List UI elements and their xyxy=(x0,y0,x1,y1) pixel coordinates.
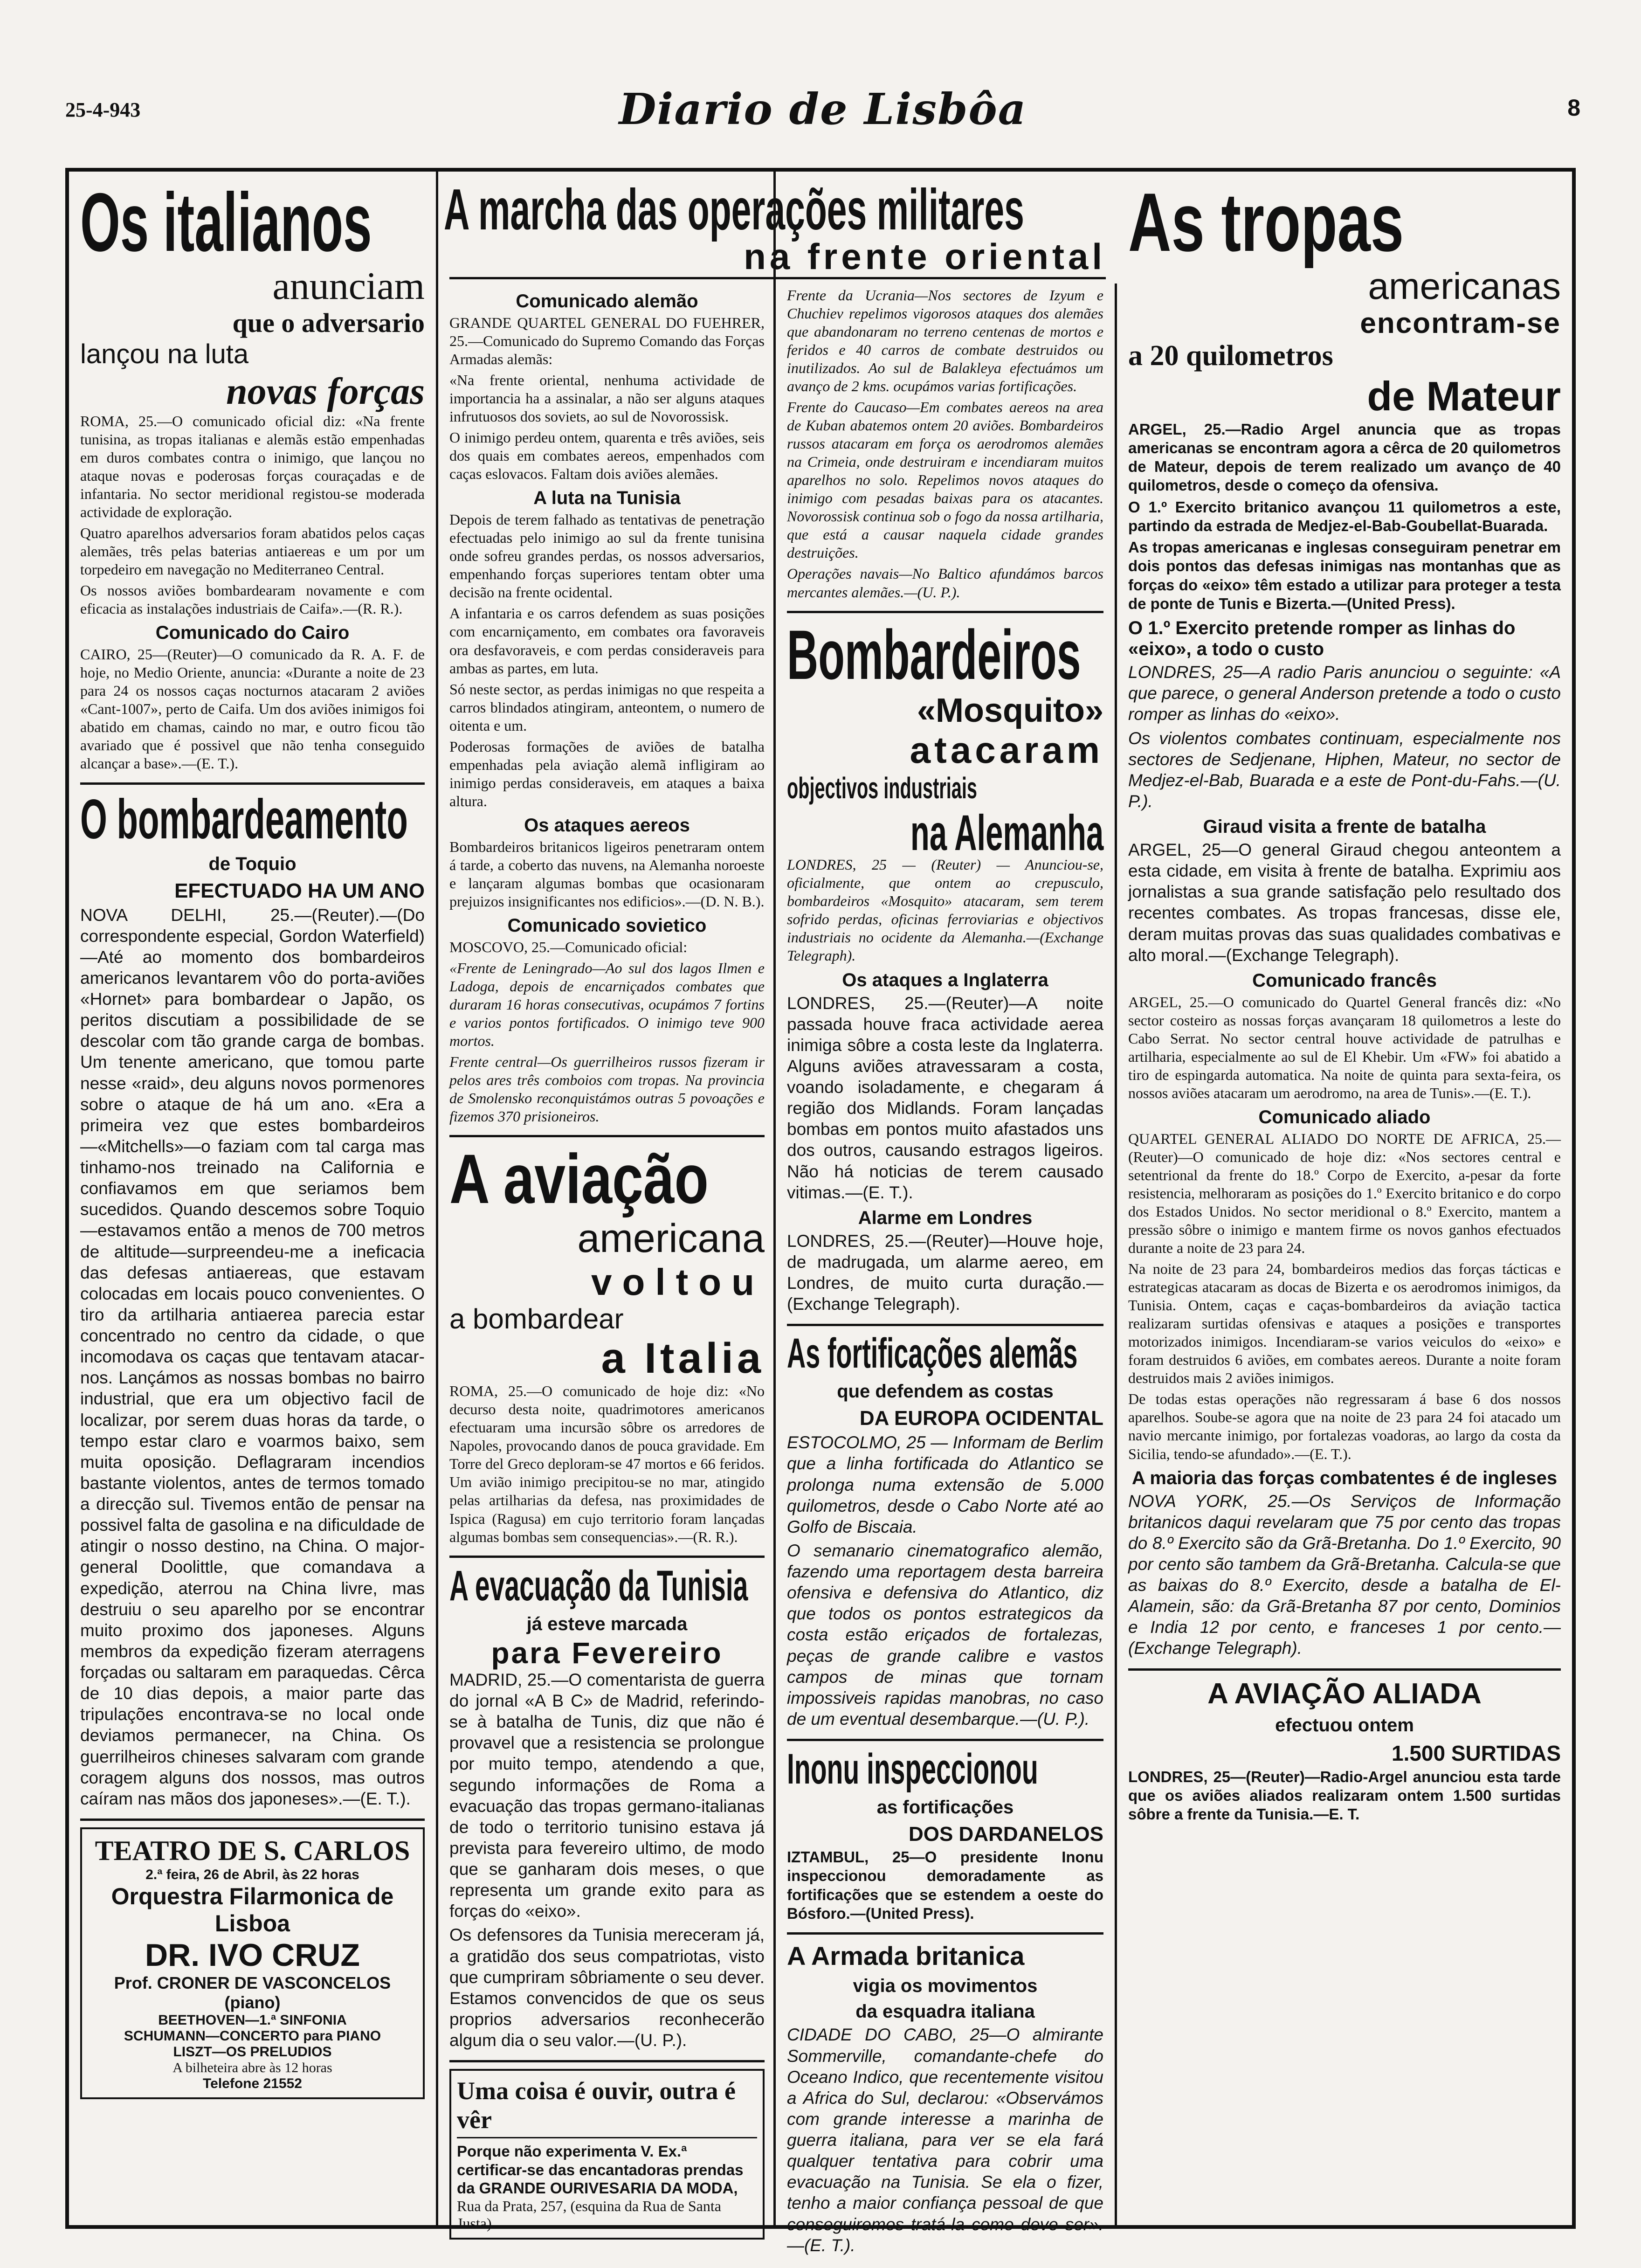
article-bombardeiros xyxy=(787,615,1103,1327)
headline: A aviação xyxy=(449,1140,709,1218)
banner-headline: A marcha das operações militares xyxy=(444,178,1024,242)
subheadline: anunciam xyxy=(272,264,425,308)
paragraph: Só neste sector, as perdas inimigas no que respeita a carros blindados atingiram, anteontem, o numero de oitenta e um. xyxy=(449,680,765,734)
article-armada xyxy=(787,1941,1103,2265)
subheadline: DA EUROPA OCIDENTAL xyxy=(859,1407,1103,1430)
masthead: Diario de Lisbôa xyxy=(619,84,1027,134)
ad-text: Porque não experimenta V. Ex.ª certificar-se das encantadoras prendas da GRANDE OURIVESARIA DA MODA, xyxy=(457,2143,744,2197)
ad-line: DR. IVO CRUZ xyxy=(145,1937,360,1973)
ad-line: Orquestra Filarmonica de Lisboa xyxy=(111,1883,394,1936)
section-kicker: Comunicado francês xyxy=(1252,970,1437,991)
banner-subheadline: na frente oriental xyxy=(449,237,1106,279)
page-header xyxy=(65,84,1580,140)
paragraph: Os violentos combates continuam, especialmente nos sectores de Sedjenane, Hiphen, Mateur, no sector de Medjez-el-Bab, Buarada e a este de Pont-du-Fahs.—(U. P.). xyxy=(1128,728,1561,811)
article-fortificacoes xyxy=(787,1330,1103,1741)
subheadline: voltou xyxy=(591,1261,765,1303)
paragraph: MOSCOVO, 25.—Comunicado oficial: xyxy=(449,938,688,955)
subheadline: novas forças xyxy=(226,369,425,412)
subheadline: americana xyxy=(577,1216,765,1261)
paragraph: Frente da Ucrania—Nos sectores de Izyum e Chuchiev repelimos vigorosos ataques dos alemães que abandonaram no terreno centenas de mortos e feridos e 40 carros de combate destruidos ou inutilizados. Ao sul de Balakleya efectuámos um avanço de 2 kms. ocupámos varias fortificações. xyxy=(787,287,1103,395)
subheadline: as fortificações xyxy=(876,1797,1014,1818)
paragraph: ARGEL, 25.—Radio Argel anuncia que as tropas americanas se encontram agora a cêrca de 20 quilometros de Mateur, depois de terem realizado um avanço de 40 quilometros, desde o começo da ofensiva. xyxy=(1128,420,1561,494)
subheadline: efectuou ontem xyxy=(1275,1715,1414,1736)
subheadline: de Toquio xyxy=(208,853,296,874)
article-marcha-cont xyxy=(787,286,1103,613)
paragraph: O semanario cinematografico alemão, fazendo uma reportagem desta barreira ofensiva e defensiva do Atlantico, diz que todos os pontos estrategicos da costa estão eriçados de fortalezas, peças de grande calibre e vastos campos de minas que tornam impossiveis rapidas manobras, no caso de um eventual desembarque.—(U. P.). xyxy=(787,1541,1103,1729)
paragraph: QUARTEL GENERAL ALIADO DO NORTE DE AFRICA, 25.—(Reuter)—O comunicado de hoje diz: «Nos sectores central e setentrional da frente do 18.º Corpo de Exercito, a-pesar da forte resistencia, melhoraram as posições do 1.º Exercito britanico e do corpo dos Estados Unidos. No sector meridional o 8.º Exercito, mantem a pressão sôbre o inimigo e mantem firme os novos ganhos efectuados durante a noite de 23 para 24. xyxy=(1128,1130,1561,1257)
ad-line: Prof. CRONER DE VASCONCELOS (piano) xyxy=(114,1973,391,2012)
headline: A AVIAÇÃO ALIADA xyxy=(1207,1677,1482,1710)
section-kicker: Comunicado alemão xyxy=(516,291,698,311)
subheadline: atacaram xyxy=(910,729,1103,771)
page-frame xyxy=(65,168,1576,2255)
ad-line: LISZT—OS PRELUDIOS xyxy=(173,2044,332,2060)
subheadline: americanas xyxy=(1368,265,1561,307)
paragraph: ROMA, 25.—O comunicado de hoje diz: «No decurso desta noite, quadrimotores americanos efectuaram uma incursão sôbre os arredores de Napoles, provocando danos de pouca gravidade. Em Torre del Greco deploram-se 47 mortos e 66 feridos. Um avião inimigo precipitou-se no mar, atingido pelas artilharias da defesa, nas proximidades de Ispica (Ragusa) em cujo territorio foram lançadas algumas bombas sem consequencias».—(R. R.). xyxy=(449,1383,765,1545)
subheadline: da esquadra italiana xyxy=(855,2001,1035,2022)
paragraph: De todas estas operações não regressaram á base 6 dos nossos aparelhos. Soube-se agora que na noite de 23 para 24 foi atacado um navio mercante inimigo, por fortalezas voadoras, ao largo da costa da Sicilia, tendo-se afundado».—(E. T.). xyxy=(1128,1390,1561,1462)
headline: Bombardeiros xyxy=(787,615,1081,694)
paragraph: LONDRES, 25.—(Reuter)—Houve hoje, de madrugada, um alarme aereo, em Londres, de muito curta duração.—(Exchange Telegraph). xyxy=(787,1231,1103,1314)
headline: As fortificações alemãs xyxy=(787,1330,1078,1377)
paragraph: ARGEL, 25—O general Giraud chegou anteontem a esta cidade, em visita à frente de batalha. Exprimiu aos jornalistas a sua grande satisfação pelo resultado dos recentes combates. As tropas francesas, disse ele, deram muitas provas das suas qualidades combativas e alto moral.—(Exchange Telegraph). xyxy=(1128,840,1561,965)
paragraph: «Frente de Leningrado—Ao sul dos lagos Ilmen e Ladoga, depois de encarniçados combates que duraram 16 horas consecutivas, ocupámos 7 fortins e varios pontos fortificados. O inimigo teve 900 mortos. xyxy=(449,959,765,1050)
page-number: 8 xyxy=(1567,95,1580,121)
paragraph: LONDRES, 25—A radio Paris anunciou o seguinte: «A que parece, o general Anderson pretende a todo o custo romper as linhas do «eixo». xyxy=(1128,663,1561,724)
subheadline: para Fevereiro xyxy=(491,1636,723,1670)
ad-ourivesaria xyxy=(449,2069,765,2240)
paragraph: Frente central—Os guerrilheiros russos fizeram ir pelos ares três comboios com tropas. Na provincia de Smolensko reconquistámos outras 5 povoações e fizemos 370 prisioneiros. xyxy=(449,1053,765,1125)
headline: Os italianos xyxy=(80,176,372,269)
section-kicker: O 1.º Exercito pretende romper as linhas do «eixo», a todo o custo xyxy=(1128,618,1516,660)
paragraph: IZTAMBUL, 25—O presidente Inonu inspeccionou demoradamente as fortificações que se estendem a oeste do Bósforo.—(United Press). xyxy=(787,1848,1103,1922)
section-kicker: Os ataques aereos xyxy=(524,815,690,836)
paragraph: CAIRO, 25—(Reuter)—O comunicado da R. A. F. de hoje, no Medio Oriente, anuncia: «Durante a noite de 23 para 24 os nossos caças nocturnos atacaram 2 aviões «Cant-1007», perto de Caifa. Um dos aviões inimigos foi abatido em chamas, caindo no mar, e outro ficou tão avariado que é possivel que não tenha conseguido alcançar a base».—(E. T.). xyxy=(80,646,425,772)
paragraph: LONDRES, 25—(Reuter)—Radio-Argel anunciou esta tarde que os aviões aliados realizaram ontem 1.500 surtidas sôbre a frente da Tunisia.—E. T. xyxy=(1128,1768,1561,1823)
subheadline: «Mosquito» xyxy=(917,691,1103,729)
paragraph: O inimigo perdeu ontem, quarenta e três aviões, seis dos quais em combates aereos, empenhados com caças eslovacos. Faltam dois aviões alemães. xyxy=(449,429,765,483)
ad-line: BEETHOVEN—1.ª SINFONIA xyxy=(158,2012,347,2028)
ad-teatro-sao-carlos xyxy=(80,1827,425,2099)
paragraph: O 1.º Exercito britanico avançou 11 quilometros a este, partindo da estrada de Medjez-el-Bab-Goubellat-Buarada. xyxy=(1128,498,1561,534)
paragraph: A infantaria e os carros defendem as suas posições com encarniçamento, em combates ora favoraveis ora desfavoraveis, e com perdas consideraveis para ambas as partes, em luta. xyxy=(449,605,765,677)
section-kicker: Comunicado do Cairo xyxy=(155,622,350,643)
subheadline: a 20 quilometros xyxy=(1128,340,1333,372)
paragraph: Quatro aparelhos adversarios foram abatidos pelos caças alemães, três pelas baterias antiaereas e um por um torpedeiro em navegação no Mediterraneo Central. xyxy=(80,525,425,578)
headline: A Armada britanica xyxy=(787,1941,1025,1971)
banner-marcha xyxy=(438,178,1119,245)
paragraph: LONDRES, 25.—(Reuter)—A noite passada houve fraca actividade aerea inimiga sôbre a costa leste da Inglaterra. Alguns aviões atravessaram a costa, voando isoladamente, e chegaram á região dos Midlands. Foram lançadas bombas em pontos muito afastados uns dos outros, causando estragos ligeiros. Não há noticias de terem causado vitimas.—(E. T.). xyxy=(787,993,1103,1202)
ad-line: SCHUMANN—CONCERTO para PIANO xyxy=(124,2028,381,2044)
issue-date: 25-4-943 xyxy=(65,98,141,121)
column-4 xyxy=(1117,172,1572,2225)
subheadline: na Alemanha xyxy=(910,804,1103,861)
ad-address: Rua da Prata, 257, (esquina da Rua de Santa Justa). xyxy=(457,2198,721,2232)
section-kicker: Comunicado aliado xyxy=(1258,1106,1431,1127)
article-aviacao xyxy=(449,1140,765,1557)
paragraph: NOVA DELHI, 25.—(Reuter).—(Do correspondente especial, Gordon Waterfield)—Até ao momento dos bombardeiros americanos levantarem vôo do porta-aviões «Hornet» para bombardear o Japão, os peritos discutiam a possibilidade de se descolar com tão grande carga de bombas. Um tenente americano, que tomou parte nesse «raid», deu alguns novos pormenores sobre o ataque de há um ano. «Era a primeira vez que estes bombardeiros —«Mitchells»—o faziam com tal carga mas tinhamo-nos treinado na California e confiavamos em que seriamos bem sucedidos. Quando descemos sobre Toquio—estavamos então a menos de 700 metros de altitude—surpreendeu-me a ineficacia das defesas antiaereas, que estavam colocadas em locais pouco convenientes. O tiro da artilharia antiaerea parecia estar concentrado no centro da cidade, o que incomodava os caças que tentavam atacar-nos. Lançámos as nossas bombas no bairro industrial, que era um objectivo facil de localizar, por serem duas horas da tarde, o tempo estar claro e voarmos baixo, sem muita oposição. Deflagraram incendios bastante violentos, antes de termos tomado a direcção sul. Tivemos então de pensar na possivel falta de gasolina e na dificuldade de atingir o nosso destino, na China. O major-general Doolittle, que comandava a expedição, aterrou na China livre, mas destruiu o seu aparelho por se encontrar muito proximo dos japoneses. Alguns membros da expedição fizeram aterragens forçadas ou saltaram em paraquedas. Cêrca de 10 dias depois, a maior parte das tripulações encontrava-se no local onde deviamos permanecer, na China. Os guerrilheiros chineses salvaram com grande coragem alguns dos nossos, mas outros caíram nas mãos dos japoneses».—(E. T.). xyxy=(80,905,425,1808)
subheadline: vigia os movimentos xyxy=(853,1976,1038,1997)
paragraph: Poderosas formações de aviões de batalha empenhadas pela aviação alemã infligiram ao inimigo perdas consideraveis, em ataques a baixa altura. xyxy=(449,738,765,809)
article-tropas xyxy=(1128,176,1561,1671)
article-inonu xyxy=(787,1745,1103,1935)
column-2-body xyxy=(438,284,776,2232)
subheadline: que o adversario xyxy=(232,308,425,339)
ad-line: A bilheteira abre às 12 horas xyxy=(172,2060,332,2075)
paragraph: Os defensores da Tunisia mereceram já, a gratidão dos seus compatriotas, visto que cumpriram sôbriamente o seu dever. Estamos convencidos de que os seus proprios adversarios reconhecerão algum dia o seu valor.—(U. P.). xyxy=(449,1925,765,2050)
subheadline: a Italia xyxy=(601,1335,765,1383)
section-kicker: Comunicado sovietico xyxy=(507,915,707,936)
subheadline: já esteve marcada xyxy=(526,1613,688,1634)
section-kicker: A luta na Tunisia xyxy=(533,488,681,509)
section-kicker: Giraud visita a frente de batalha xyxy=(1203,816,1486,837)
ad-line: 2.ª feira, 26 de Abril, às 22 horas xyxy=(145,1867,359,1882)
headline: A evacuação da Tunisia xyxy=(449,1562,748,1610)
headline: O bombardeamento xyxy=(80,788,408,850)
paragraph: Operações navais—No Baltico afundámos barcos mercantes alemães.—(U. P.). xyxy=(787,565,1103,601)
subheadline: lançou na luta xyxy=(80,339,249,370)
subheadline: 1.500 SURTIDAS xyxy=(1391,1741,1561,1765)
subheadline: que defendem as costas xyxy=(837,1381,1054,1402)
subheadline: de Mateur xyxy=(1367,373,1561,420)
article-aviacao-aliada xyxy=(1128,1677,1561,1833)
section-kicker: A maioria das forças combatentes é de ingleses xyxy=(1131,1467,1558,1488)
column-3 xyxy=(776,284,1117,2255)
paragraph: «Na frente oriental, nenhuma actividade de importancia ha a assinalar, a não ser alguns ataques infrutuosos dos soviets, ao sul de Novorossisk. xyxy=(449,372,765,425)
paragraph: As tropas americanas e inglesas conseguiram penetrar em dois pontos das defesas inimigas nas montanhas que as forças do «eixo» têm estado a utilizar para proteger a testa de ponte de Tunis e Bizerta.—(United Press). xyxy=(1128,539,1561,612)
article-italianos xyxy=(80,176,425,785)
paragraph: LONDRES, 25 — (Reuter) — Anunciou-se, oficialmente, que ontem ao crepusculo, bombardeiros «Mosquito» atacaram, sem terem sofrido perdas, oficinas ferroviarias e objectivos industriais no ocidente da Alemanha.—(Exchange Telegraph). xyxy=(787,856,1103,964)
column-1 xyxy=(69,172,438,2225)
article-bombardeamento xyxy=(80,788,425,1821)
paragraph: Bombardeiros britanicos ligeiros penetraram ontem á tarde, a coberto das nuvens, na Alemanha noroeste e lançaram algumas bombas que ocasionaram prejuizos insignificantes nos edificios».—(D. N. B.). xyxy=(449,838,765,910)
subheadline: encontram-se xyxy=(1360,307,1561,339)
section-kicker: Alarme em Londres xyxy=(858,1207,1033,1228)
paragraph: GRANDE QUARTEL GENERAL DO FUEHRER, 25.—Comunicado do Supremo Comando das Forças Armadas alemãs: xyxy=(449,314,765,368)
headline: As tropas xyxy=(1128,176,1404,269)
subheadline: a bombardear xyxy=(449,1303,624,1335)
section-kicker: Os ataques a Inglaterra xyxy=(842,969,1048,990)
paragraph: CIDADE DO CABO, 25—O almirante Sommerville, comandante-chefe do Oceano Indico, que recentemente visitou a Africa do Sul, declarou: «Observámos com grande interesse a marinha de guerra italiana, para ver se ela fará qualquer tentativa para cobrir uma evacuação na Tunisia. Se ela o fizer, tenho a maior confiança pessoal de que conseguiremos tratá-la como deve ser».—(E. T.). xyxy=(787,2025,1103,2255)
paragraph: Na noite de 23 para 24, bombardeiros medios das forças tácticas e estrategicas atacaram as docas de Bizerta e os aerodromos inimigos, da Tunisia. Ontem, caças e caças-bombardeiros da aviação tactica realizaram surtidas ofensivas e ataques a posições e transportes motorizados inimigos. Incendiaram-se varios veiculos do «eixo» e foram destruidos 6 aviões, em combates aereos. Durante a noite foram destruidos mais 2 aviões inimigos. xyxy=(1128,1260,1561,1387)
ad-line: Telefone 21552 xyxy=(203,2075,302,2091)
ad-headline: Uma coisa é ouvir, outra é vêr xyxy=(457,2076,757,2138)
article-evacuacao xyxy=(449,1564,765,2063)
paragraph: ESTOCOLMO, 25 — Informam de Berlim que a linha fortificada do Atlantico se prolonga numa extensão de 5.000 quilometros, desde o Cabo Norte até ao Golfo de Biscaia. xyxy=(787,1433,1103,1536)
paragraph: Depois de terem falhado as tentativas de penetração efectuadas pelo inimigo ao sul da frente tunisina onde sofreu grandes perdas, os nossos adversarios, empenhando forças superiores tentam obter uma decisão na frente ocidental. xyxy=(449,511,765,601)
paragraph: ROMA, 25.—O comunicado oficial diz: «Na frente tunisina, as tropas italianas e alemãs estão empenhadas em duros combates contra o inimigo, que lançou no ataque novas e poderosas forças couraçadas e de infantaria. No sector meridional registou-se moderada actividade de exploração. xyxy=(80,412,425,521)
subheadline: objectivos industriais xyxy=(787,771,977,805)
ad-line: TEATRO DE S. CARLOS xyxy=(95,1835,410,1866)
paragraph: Frente do Caucaso—Em combates aereos na area de Kuban abatemos ontem 20 aviões. Bombardeiros russos atacaram em força os aerodromos alemães na Crimeia, onde destruiram e incendiaram muitos aparelhos no solo. Repelimos novos ataques do inimigo com pesadas baixas para os atacantes. Novorossisk continua sob o fogo da nossa artilharia, que está a causar naquela cidade grandes destruições. xyxy=(787,399,1103,561)
paragraph: NOVA YORK, 25.—Os Serviços de Informação britanicos daqui revelaram que 75 por cento das tropas do 8.º Exercito são da Grã-Bretanha. Do 1.º Exercito, 90 por cento são tambem da Grã-Bretanha. Calcula-se que as baixas do 8.º Exercito, desde a batalha de El-Alamein, são: da Grã-Bretanha 87 por cento, Dominios e India 12 por cento, e franceses 1 por cento.—(Exchange Telegraph). xyxy=(1128,1491,1561,1658)
paragraph: ARGEL, 25.—O comunicado do Quartel General francês diz: «No sector costeiro as nossas forças avançaram 18 quilometros a leste do Cabo Serrat. No sector central houve actividade de patrulhas e artilharia, especialmente ao sul de El Khebir. Um «FW» foi abatido a tiro de espingarda automatica. Na noite de quinta para sexta-feira, os nossos aviões atacaram um aerodromo, na area de Tunis».—(E. T.). xyxy=(1128,993,1561,1101)
headline: Inonu inspeccionou xyxy=(787,1745,1038,1793)
subheadline: EFECTUADO HA UM ANO xyxy=(174,879,425,902)
article-marcha xyxy=(449,291,765,1137)
paragraph: Os nossos aviões bombardearam novamente e com eficacia as instalações industriais de Caifa».—(R. R.). xyxy=(80,582,425,617)
subheadline: DOS DARDANELOS xyxy=(908,1823,1103,1846)
paragraph: MADRID, 25.—O comentarista de guerra do jornal «A B C» de Madrid, referindo-se à batalha de Tunis, diz que não é provavel que a resistencia se prolongue por muito tempo, atendendo a que, segundo informações de Roma a evacuação das tropas germano-italianas de todo o territorio tunisino estava já prevista para fevereiro ultimo, de modo que se ganharam dois meses, o que representa um grande exito para as forças do «eixo». xyxy=(449,1670,765,1921)
